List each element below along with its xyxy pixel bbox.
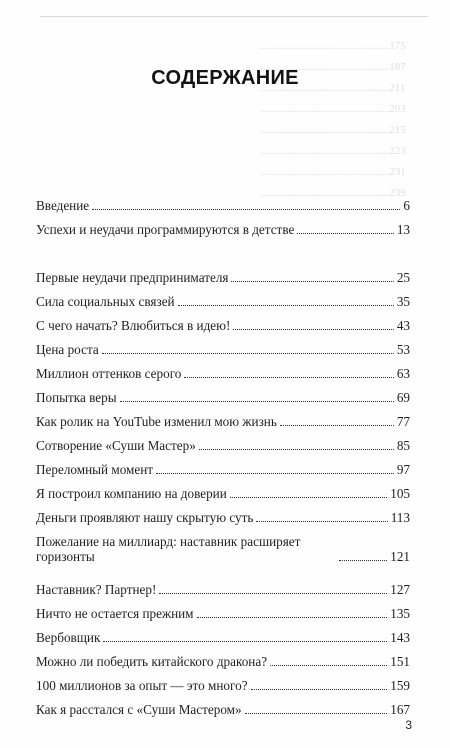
toc-entry-title: Введение: [36, 198, 90, 213]
dot-leader: [230, 497, 387, 498]
toc-entry-title: 100 миллионов за опыт — это много?: [36, 678, 248, 693]
toc-entry-page: 35: [396, 294, 410, 309]
toc-entry: [36, 510, 410, 525]
toc-entry-title: Переломный момент: [36, 462, 154, 477]
toc-entry: [36, 342, 410, 357]
dot-leader: [297, 233, 393, 234]
toc-entry-page: 159: [390, 678, 410, 693]
toc-entry-page: 77: [396, 414, 410, 429]
show-through-text: ...............................................175 ...............................................187 ...............................................211 ...............................................203 ...............................................215 ...............................................223 ...............................................231 ...............................................239: [260, 40, 406, 199]
dot-leader: [178, 305, 394, 306]
toc-entry: [36, 270, 410, 285]
toc-entry: [36, 486, 410, 501]
toc-entry-title: Цена роста: [36, 342, 99, 357]
dot-leader: [270, 665, 387, 666]
toc-entry-title: Как ролик на YouTube изменил мою жизнь: [36, 414, 277, 429]
toc-entry: [36, 678, 410, 693]
toc-entry: [36, 702, 410, 717]
toc-entry-title: Первые неудачи предпринимателя: [36, 270, 229, 285]
toc-entry-page: 151: [390, 654, 410, 669]
dot-leader: [103, 641, 387, 642]
toc-entry: [36, 606, 410, 621]
toc-entry-title: Миллион оттенков серого: [36, 366, 182, 381]
toc-entry: [36, 534, 410, 564]
toc-entry-page: 121: [390, 549, 410, 564]
toc-entry-title: Вербовщик: [36, 630, 101, 645]
toc-entry: [36, 294, 410, 309]
dot-leader: [233, 329, 393, 330]
toc-entry: [36, 414, 410, 429]
toc-entry: [36, 630, 410, 645]
dot-leader: [120, 401, 394, 402]
toc-entry-title: С чего начать? Влюбиться в идею!: [36, 318, 231, 333]
toc-entry-page: 143: [390, 630, 410, 645]
toc-entry: [36, 198, 410, 213]
toc-entry-page: 135: [390, 606, 410, 621]
toc-entry-page: 6: [403, 198, 410, 213]
toc-entry-page: 167: [390, 702, 410, 717]
toc-entry-page: 127: [390, 582, 410, 597]
toc-entry-page: 113: [390, 510, 410, 525]
dot-leader: [92, 209, 400, 210]
toc-entry-title: Сила социальных связей: [36, 294, 175, 309]
toc-entry-title: Деньги проявляют нашу скрытую суть: [36, 510, 254, 525]
dot-leader: [199, 449, 394, 450]
dot-leader: [197, 617, 388, 618]
toc-entry-title: Сотворение «Суши Мастер»: [36, 438, 196, 453]
dot-leader: [339, 560, 387, 561]
page-number: 3: [405, 718, 412, 732]
toc-entry-title: Пожелание на миллиард: наставник расширяет горизонты: [36, 534, 301, 564]
dot-leader: [245, 713, 388, 714]
toc-entry-page: 63: [396, 366, 410, 381]
toc-entry-title: Я построил компанию на доверии: [36, 486, 227, 501]
dot-leader: [256, 521, 387, 522]
dot-leader: [231, 281, 393, 282]
top-rule: [40, 16, 428, 17]
toc-entry-title: Как я расстался с «Суши Мастером»: [36, 702, 242, 717]
dot-leader: [156, 473, 394, 474]
toc-entry: [36, 366, 410, 381]
toc-entry-title: Ничто не остается прежним: [36, 606, 194, 621]
toc-entry-page: 53: [396, 342, 410, 357]
toc-entry: [36, 318, 410, 333]
toc-entry: [36, 582, 410, 597]
toc-entry-title: Успехи и неудачи программируются в детстве: [36, 222, 295, 237]
toc-entry-page: 105: [390, 486, 410, 501]
toc-entry-title: Можно ли победить китайского дракона?: [36, 654, 268, 669]
toc-entry-page: 85: [396, 438, 410, 453]
dot-leader: [280, 425, 394, 426]
toc-entry: [36, 654, 410, 669]
toc-entry-page: 43: [396, 318, 410, 333]
toc-entry: [36, 462, 410, 477]
toc-entry-page: 69: [396, 390, 410, 405]
toc-entry-page: 97: [396, 462, 410, 477]
toc-entry-page: 13: [396, 222, 410, 237]
toc-entry-page: 25: [396, 270, 410, 285]
dot-leader: [102, 353, 394, 354]
dot-leader: [251, 689, 388, 690]
toc-entry-title: Попытка веры: [36, 390, 117, 405]
dot-leader: [159, 593, 387, 594]
toc-entry: [36, 390, 410, 405]
page-title: СОДЕРЖАНИЕ: [151, 67, 299, 89]
toc-entry-title: Наставник? Партнер!: [36, 582, 157, 597]
toc-entry: [36, 438, 410, 453]
dot-leader: [184, 377, 393, 378]
toc-entry: [36, 222, 410, 237]
